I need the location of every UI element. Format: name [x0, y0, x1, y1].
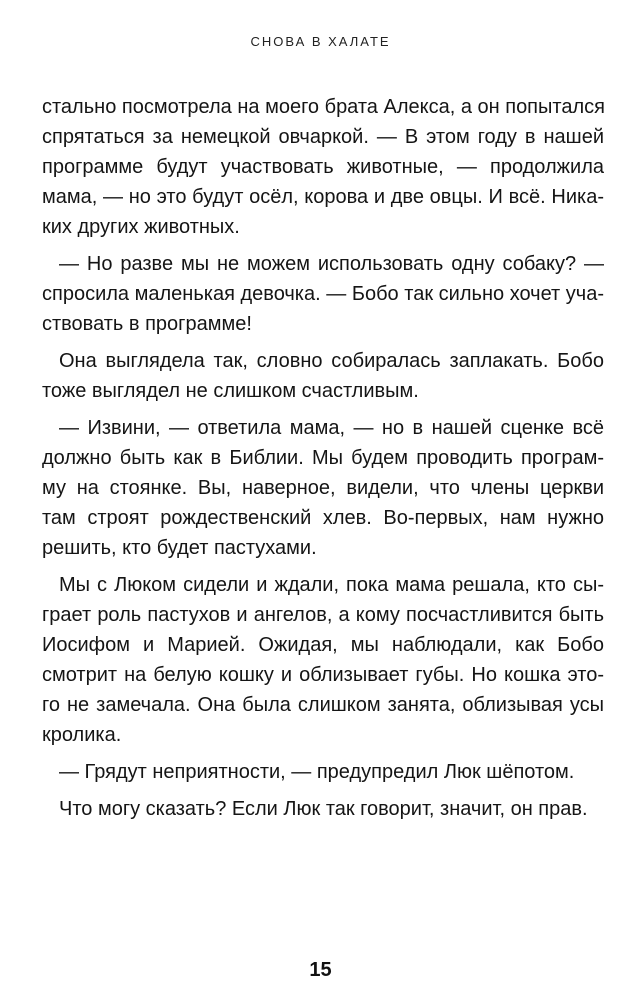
- text-line: Что могу сказать? Если Люк так говорит, значит, он прав.: [59, 798, 588, 820]
- text-line: го не замечала. Она была слишком занята, облизывая усы: [42, 694, 604, 716]
- text-line: должно быть как в Библии. Мы будем проводить програм-: [42, 447, 604, 469]
- page-number: 15: [309, 959, 332, 981]
- text-line: ких других животных.: [42, 216, 240, 238]
- text-line: — Но разве мы не можем использовать одну собаку? —: [59, 253, 604, 275]
- text-line: грает роль пастухов и ангелов, а кому посчастливится быть: [42, 604, 604, 626]
- text-line: кролика.: [42, 724, 122, 746]
- text-line: мама, — но это будут осёл, корова и две овцы. И всё. Ника-: [42, 186, 604, 208]
- paragraph: [42, 413, 604, 563]
- text-line: Иосифом и Марией. Ожидая, мы наблюдали, как Бобо: [42, 634, 604, 656]
- text-line: решить, кто будет пастухами.: [42, 537, 317, 559]
- text-line: стально посмотрела на моего брата Алекса, а он попытался: [42, 96, 605, 118]
- running-head: СНОВА В ХАЛАТЕ: [250, 34, 391, 49]
- paragraph: [42, 249, 604, 339]
- text-line: спросила маленькая девочка. — Бобо так сильно хочет уча-: [42, 283, 604, 305]
- text-line: ствовать в программе!: [42, 313, 252, 335]
- paragraph: [42, 794, 604, 824]
- text-line: смотрит на белую кошку и облизывает губы. Но кошка это-: [42, 664, 604, 686]
- text-line: спрятаться за немецкой овчаркой. — В этом году в нашей: [42, 126, 604, 148]
- text-line: — Грядут неприятности, — предупредил Люк шёпотом.: [59, 761, 575, 783]
- text-line: — Извини, — ответила мама, — но в нашей сценке всё: [59, 417, 604, 439]
- text-line: тоже выглядел не слишком счастливым.: [42, 380, 419, 402]
- text-line: там строят рождественский хлев. Во-первых, нам нужно: [42, 507, 604, 529]
- text-line: Мы с Люком сидели и ждали, пока мама решала, кто сы-: [59, 574, 604, 596]
- paragraph: [42, 346, 604, 406]
- paragraph: [42, 92, 604, 242]
- text-line: му на стоянке. Вы, наверное, видели, что члены церкви: [42, 477, 604, 499]
- paragraph: [42, 757, 604, 787]
- page-text: [42, 92, 604, 831]
- paragraph: [42, 570, 604, 750]
- text-line: Она выглядела так, словно собиралась заплакать. Бобо: [59, 350, 604, 372]
- text-line: программе будут участвовать животные, — продолжила: [42, 156, 604, 178]
